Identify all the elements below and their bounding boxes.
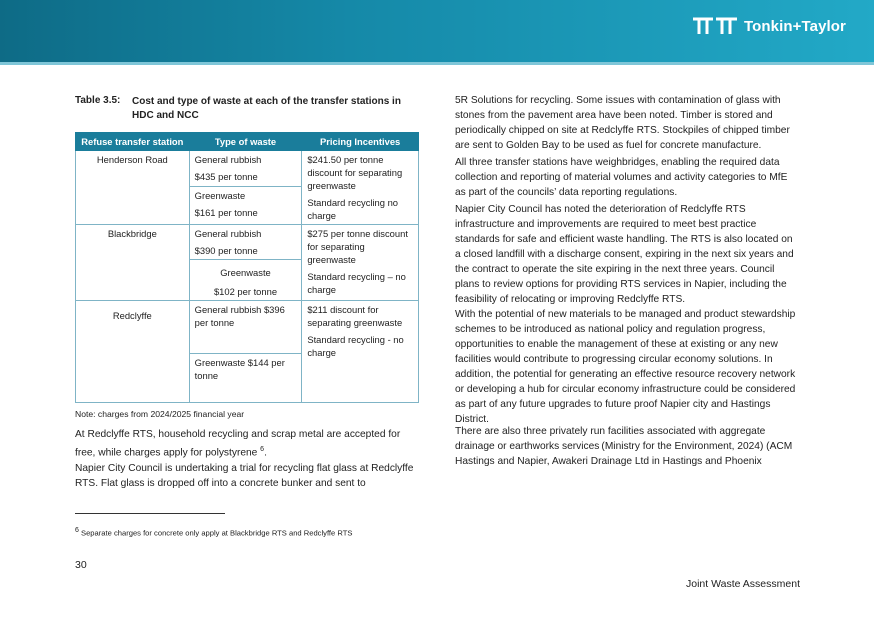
tt-logo-icon (692, 16, 738, 36)
table-row (76, 301, 419, 354)
pricing-cell (302, 225, 419, 301)
pricing-cell (302, 301, 419, 403)
pricing-text: $211 discount for separating greenwaste (307, 304, 403, 328)
waste-type-cell (189, 260, 302, 301)
paragraph-text: At Redclyffe RTS, household recycling and scrap metal are accepted for free, while charges apply for polystyrene (75, 429, 401, 459)
waste-price-text: $435 per tonne (194, 171, 258, 182)
pricing-text: Standard recycling - no charge (307, 334, 404, 358)
table-note: Note: charges from 2024/2025 financial year (75, 409, 245, 419)
footer-title: Joint Waste Assessment (686, 578, 800, 590)
waste-type-cell (189, 151, 302, 187)
footnote (75, 527, 352, 538)
waste-type-text: Greenwaste (194, 189, 246, 201)
table-number: Table 3.5: (75, 95, 121, 106)
pricing-cell (302, 151, 419, 225)
waste-price-text: $102 per tonne (213, 286, 278, 297)
table-row (76, 225, 419, 260)
column-header: Pricing Incentives (302, 133, 419, 151)
company-logo (692, 16, 846, 36)
table-row (76, 151, 419, 187)
table-caption (75, 95, 415, 123)
column-header: Type of waste (189, 133, 302, 151)
station-cell: Blackbridge (76, 225, 190, 301)
right-paragraph-5: There are also three privately run facilities associated with aggregate drainage or earthworks services (Ministry for the Environment, 2024) (ACM Hastings and Napier, Awakeri Drainage Ltd in Hastings and Phoenix (455, 426, 793, 467)
footnote-ref[interactable]: 6 (260, 446, 265, 453)
waste-price-text: $161 per tonne (194, 206, 258, 218)
waste-type-cell (189, 354, 302, 403)
logo-text: Tonkin+Taylor (743, 17, 846, 35)
waste-type-text: Greenwaste (220, 267, 271, 278)
footnote-text: Separate charges for concrete only apply at Blackbridge RTS and Redclyffe RTS (78, 528, 353, 538)
left-paragraph-2: Napier City Council is undertaking a trial for recycling flat glass at Redclyffe RTS. Flat glass is dropped off into a concrete bunker and sent to (75, 463, 414, 489)
waste-type-cell (189, 301, 302, 354)
right-paragraph-4: With the potential of new materials to be managed and product stewardship schemes to be introduced as national policy and regulation progress, opportunities to enable the management of these at existing or any new facilities would contribute to progressing circular economy solutions. In addition, the potential for generating an effective resource recovery network or developing a hub for circular economy infrastructure could be considered as part of any future upgrades to future proof Napier city and Hastings District. (455, 309, 796, 425)
table-title: Cost and type of waste at each of the transfer stations in HDC and NCC (132, 96, 401, 121)
right-paragraph-1: 5R Solutions for recycling. Some issues with contamination of glass with stones from the pavement area have been noted. Timber is stored and periodically chipped on site at Redclyffe RTS. Stockpiles of chipped timber are sent to Golden Bay to be used as fuel for concrete manufacture. (455, 95, 790, 151)
waste-type-text: Greenwaste $144 per tonne (194, 357, 285, 381)
right-paragraph-3: Napier City Council has noted the deterioration of Redclyffe RTS infrastructure and improvements are required to meet best practice standards for safe and efficient waste handling. The RTS is also located on a closed landfill with a discharge consent, expiring in the next six years and the contract to operate the site expiring in the next three years. Council plans to review options for providing RTS services in Napier, including the feasibility of relocating or improving Redclyffe RTS. (455, 204, 794, 305)
table-header-row (76, 133, 419, 151)
waste-type-cell (189, 225, 302, 260)
pricing-text: $241.50 per tonne discount for separating greenwaste (307, 154, 403, 191)
station-cell: Henderson Road (76, 151, 190, 225)
paragraph-text: . (264, 447, 267, 459)
waste-price-text: $390 per tonne (194, 245, 258, 256)
page-number: 30 (75, 559, 87, 571)
left-paragraph-1 (75, 427, 420, 460)
waste-type-text: General rubbish (194, 228, 262, 239)
station-cell: Redclyffe (76, 301, 190, 403)
column-header: Refuse transfer station (76, 133, 190, 151)
waste-type-cell (189, 186, 302, 224)
pricing-text: Standard recycling – no charge (307, 271, 406, 295)
footnote-number: 6 (75, 527, 79, 534)
waste-type-text: General rubbish $396 per tonne (194, 304, 285, 328)
right-paragraph-2: All three transfer stations have weighbridges, enabling the required data collection and reporting of material volumes and activity categories to MfE as part of the councils’ data reporting regulations. (455, 157, 788, 198)
header-divider (0, 62, 874, 65)
pricing-text: $275 per tonne discount for separating greenwaste (307, 228, 408, 265)
header-band (0, 0, 874, 62)
footnote-divider (75, 513, 225, 514)
pricing-text: Standard recycling no charge (307, 197, 399, 221)
waste-cost-table (75, 132, 419, 403)
waste-type-text: General rubbish (194, 154, 262, 165)
